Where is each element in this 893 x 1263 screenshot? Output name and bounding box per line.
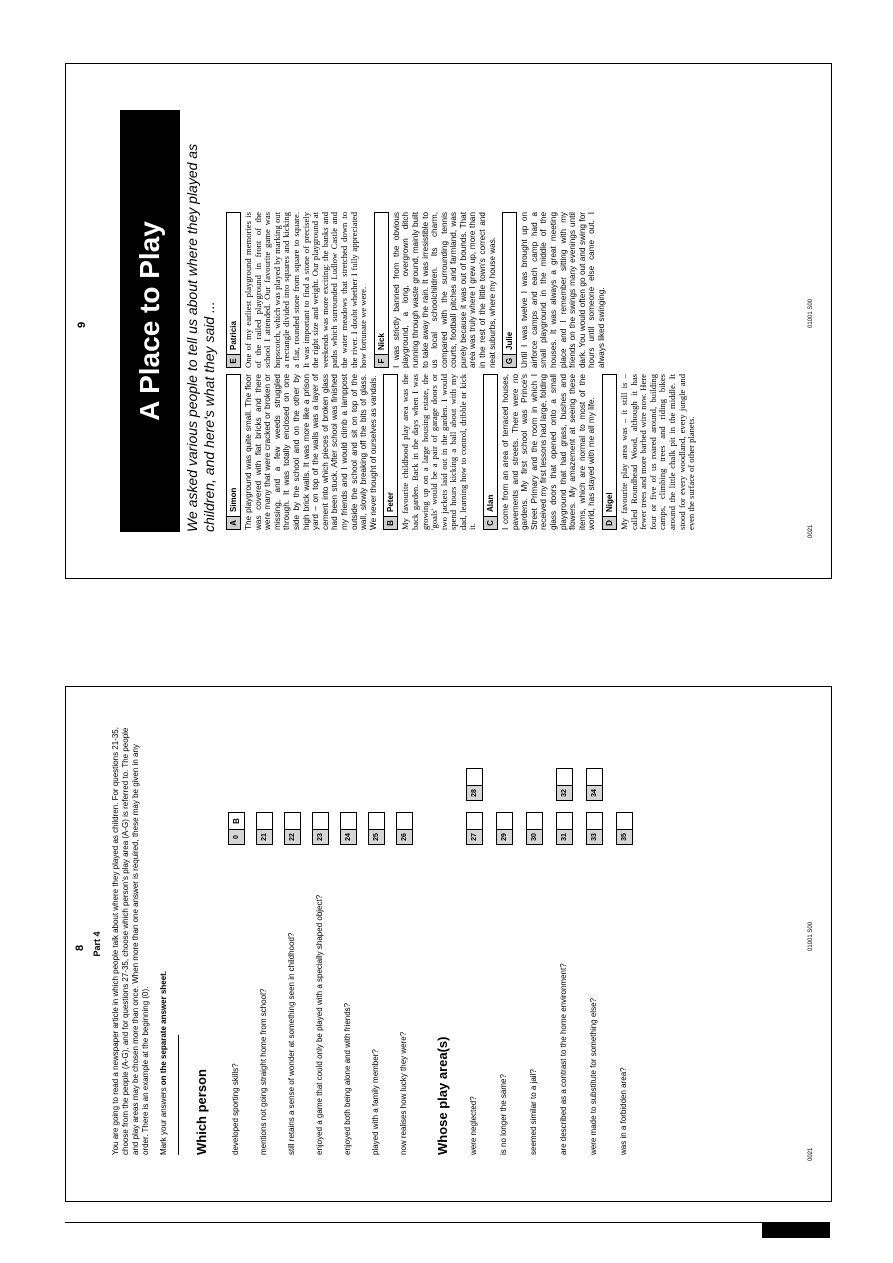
question-text: was in a forbidden area? bbox=[619, 1067, 628, 1155]
entry-letter: C bbox=[484, 516, 497, 529]
question-number: 27 bbox=[466, 830, 483, 845]
question-number: 25 bbox=[368, 830, 385, 845]
page-9-rotated-content bbox=[66, 64, 831, 578]
question-number: 22 bbox=[284, 830, 301, 845]
answer-field[interactable] bbox=[396, 812, 413, 830]
entry-d bbox=[602, 374, 697, 530]
question-text: were neglected? bbox=[469, 1096, 478, 1155]
page-number: 9 bbox=[76, 321, 88, 328]
entry-name: Nigel bbox=[605, 492, 614, 512]
question-text: mentions not going straight home from school? bbox=[259, 988, 268, 1155]
divider bbox=[178, 1035, 179, 1155]
answer-instruction bbox=[159, 971, 168, 1155]
entry-text: My favourite childhood play area was the back garden. Back in the days when I was growing up on a large housing estate, the 'goals' would be a pair of garage doors or two jackets laid out in the garden. I would spend hours kicking a ball about with my dad, learning how to control, dribble or kick it. bbox=[400, 374, 478, 530]
entry-letter: E bbox=[227, 354, 240, 367]
entry-header bbox=[226, 374, 241, 530]
question-text: were made to substitute for something else? bbox=[589, 998, 598, 1155]
answer-field[interactable] bbox=[284, 812, 301, 830]
entry-header bbox=[602, 374, 617, 530]
page-8-frame bbox=[65, 686, 832, 1202]
entry-header bbox=[374, 212, 389, 368]
question-text: now realises how lucky they were? bbox=[399, 1031, 408, 1155]
column-1 bbox=[226, 374, 702, 530]
question-number: 32 bbox=[556, 786, 573, 801]
question-text: are described as a contrast to the home environment? bbox=[559, 963, 568, 1155]
page-number: 8 bbox=[74, 944, 86, 951]
entry-text: I come from an area of terraced houses, pavements and streets. There were no gardens. My first school was Prince's Street Primary and the room in which I received my first lessons had large, folding glass doors that opened onto a small playground that had grass, bushes and flowers. My amazement at seeing these items, which are normal to most of the world, has stayed with me all my life. bbox=[501, 374, 597, 530]
answer-instruction-bold: on the separate answer sheet. bbox=[159, 970, 168, 1086]
page-9-frame bbox=[65, 63, 832, 579]
answer-box[interactable] bbox=[256, 812, 273, 845]
question-number: 26 bbox=[396, 830, 413, 845]
entry-letter: F bbox=[375, 354, 388, 367]
answer-field[interactable] bbox=[556, 768, 573, 786]
question-text: seemed similar to a jail? bbox=[529, 1069, 538, 1155]
entry-name: Nick bbox=[376, 333, 386, 350]
answer-field[interactable] bbox=[556, 812, 573, 830]
footer-bar bbox=[762, 1222, 830, 1238]
answer-box[interactable] bbox=[556, 812, 573, 845]
answer-box[interactable] bbox=[228, 812, 245, 845]
answer-box[interactable] bbox=[586, 768, 603, 801]
question-number: 30 bbox=[526, 830, 543, 845]
answer-field[interactable] bbox=[466, 812, 483, 830]
question-text: developed sporting skills? bbox=[231, 1063, 240, 1155]
question-text: enjoyed both being alone and with friends? bbox=[343, 1002, 352, 1155]
footer-rule bbox=[65, 1222, 830, 1223]
entry-b bbox=[383, 374, 478, 530]
answer-box[interactable] bbox=[586, 812, 603, 845]
entry-letter: B bbox=[384, 516, 397, 529]
question-text: still retains a sense of wonder at something seen in childhood? bbox=[287, 932, 296, 1155]
answer-field[interactable] bbox=[466, 768, 483, 786]
entry-g bbox=[502, 212, 606, 368]
entry-a bbox=[226, 374, 378, 530]
entry-text: The playground was quite small. The floor was covered with flat bricks and there were many that were cracked or broken or missing, and a few weeds struggled through. It was totally enclosed on one side by the school and on the other by high brick walls. It was more like a prison yard – on top of the walls was a layer of cement into which pieces of broken glass had been stuck. After school was finished my friends and I would climb a lamppost outside the school and sit on top of the wall, slowly breaking off the bits of glass. We never thought of ourselves as vandals. bbox=[244, 374, 378, 530]
answer-field[interactable] bbox=[586, 768, 603, 786]
heading-which-person: Which person bbox=[194, 1069, 209, 1155]
question-number: 29 bbox=[496, 830, 513, 845]
entry-header bbox=[483, 374, 498, 530]
entry-header bbox=[383, 374, 398, 530]
paper-code: 01001 S00 bbox=[808, 921, 814, 951]
answer-box[interactable] bbox=[396, 812, 413, 845]
entry-f bbox=[374, 212, 498, 368]
answer-box[interactable] bbox=[466, 768, 483, 801]
question-number: 31 bbox=[556, 830, 573, 845]
part-heading: Part 4 bbox=[92, 931, 102, 957]
entry-text: I was strictly banned from the obvious playground, a long, overgrown ditch running through waste ground, mainly built to take away the rain. It was irresistible to us local schoolchildren. Its charm, compared with the surrounding tennis courts, football pitches and farmland, was purely because it was out of bounds. That area was truly where I grew up, more than in the rest of the little town's correct and neat suburbs, where my house was. bbox=[391, 212, 497, 368]
question-number: 21 bbox=[256, 830, 273, 845]
answer-instruction-text: Mark your answers bbox=[159, 1085, 168, 1155]
question-text: enjoyed a game that could only be played with a specially shaped object? bbox=[315, 894, 324, 1155]
page-8-rotated-content bbox=[66, 687, 831, 1201]
entry-text: My favourite play area was – it still is – called Roundhead Wood, although it has fewer trees and more barbed wire now. Here four or five of us roared around, building camps, climbing trees and riding bikes around the little chalk pit in the middle. It stood for every woodland, every jungle and even the surface of other planets. bbox=[619, 374, 697, 530]
entry-header bbox=[502, 212, 517, 368]
answer-box[interactable] bbox=[340, 812, 357, 845]
article-intro: We asked various people to tell us about where they played as children, and here's what they said ... bbox=[184, 143, 217, 532]
entry-name: Julie bbox=[505, 331, 515, 350]
question-number: 35 bbox=[616, 830, 633, 845]
question-text: played with a family member? bbox=[371, 1049, 380, 1155]
entry-letter: A bbox=[227, 516, 240, 529]
answer-box[interactable] bbox=[466, 812, 483, 845]
question-number: 24 bbox=[340, 830, 357, 845]
answer-box[interactable] bbox=[312, 812, 329, 845]
answer-box[interactable] bbox=[496, 812, 513, 845]
answer-field[interactable]: B bbox=[228, 812, 245, 830]
article-title: A Place to Play bbox=[120, 110, 180, 532]
entry-text: Until I was twelve I was brought up on airforce camps and each camp had a small playground in the middle of the houses. It was always a great meeting place and I remember sitting with my friends on the swings many evenings until dark. You would often go out and swing for hours until someone else came out. I always liked swinging. bbox=[520, 212, 606, 368]
answer-box[interactable] bbox=[284, 812, 301, 845]
question-number: 0 bbox=[228, 830, 245, 845]
answer-field[interactable] bbox=[368, 812, 385, 830]
question-number: 33 bbox=[586, 830, 603, 845]
question-number: 28 bbox=[466, 786, 483, 801]
answer-field[interactable] bbox=[616, 812, 633, 830]
entry-text: One of my earliest playground memories is of the railed playground in front of the school I attended. Our favourite game was hopscotch, which was played by marking out a rectangle divided into squares and kicking a flat, rounded stone from square to square. It was important to find a stone of precisely the right size and weight. Our playground at weekends was more exciting: the banks and paths which surrounded Ludlow Castle and the water meadows that stretched down to the river. I doubt whether I fully appreciated how fortunate we were. bbox=[243, 212, 369, 368]
entry-header bbox=[226, 212, 241, 368]
answer-box[interactable] bbox=[616, 812, 633, 845]
entry-letter: G bbox=[503, 354, 516, 367]
answer-field[interactable] bbox=[526, 812, 543, 830]
entry-name: Alan bbox=[486, 494, 496, 512]
entry-c bbox=[483, 374, 597, 530]
answer-field[interactable] bbox=[496, 812, 513, 830]
answer-field[interactable] bbox=[586, 812, 603, 830]
page-code: 0021 bbox=[808, 524, 814, 538]
answer-box[interactable] bbox=[368, 812, 385, 845]
answer-box[interactable] bbox=[526, 812, 543, 845]
entry-name: Peter bbox=[386, 491, 396, 512]
paper-code: 01001 S00 bbox=[808, 298, 814, 328]
column-2 bbox=[226, 212, 612, 368]
heading-whose-area: Whose play area(s) bbox=[435, 1036, 450, 1155]
entry-name: Simon bbox=[229, 487, 238, 512]
entry-e bbox=[226, 212, 369, 368]
answer-field[interactable] bbox=[312, 812, 329, 830]
page-code: 0021 bbox=[808, 1147, 814, 1161]
question-text: is no longer the same? bbox=[499, 1074, 508, 1155]
answer-box[interactable] bbox=[556, 768, 573, 801]
answer-field[interactable] bbox=[256, 812, 273, 830]
entry-letter: D bbox=[603, 516, 616, 529]
question-number: 23 bbox=[312, 830, 329, 845]
instructions: You are going to read a newspaper article in which people talk about where they played as children. For questions 21-35, choose from the people (A-G), and for questions 27-35, choose which person's play area (A-G) is referred to. The people and play areas may be chosen more than once. When more than one answer is required, these may be given in any order. There is an example at the beginning (0). bbox=[111, 727, 150, 1155]
answer-field[interactable] bbox=[340, 812, 357, 830]
question-number: 34 bbox=[586, 786, 603, 801]
entry-name: Patricia bbox=[229, 321, 238, 350]
